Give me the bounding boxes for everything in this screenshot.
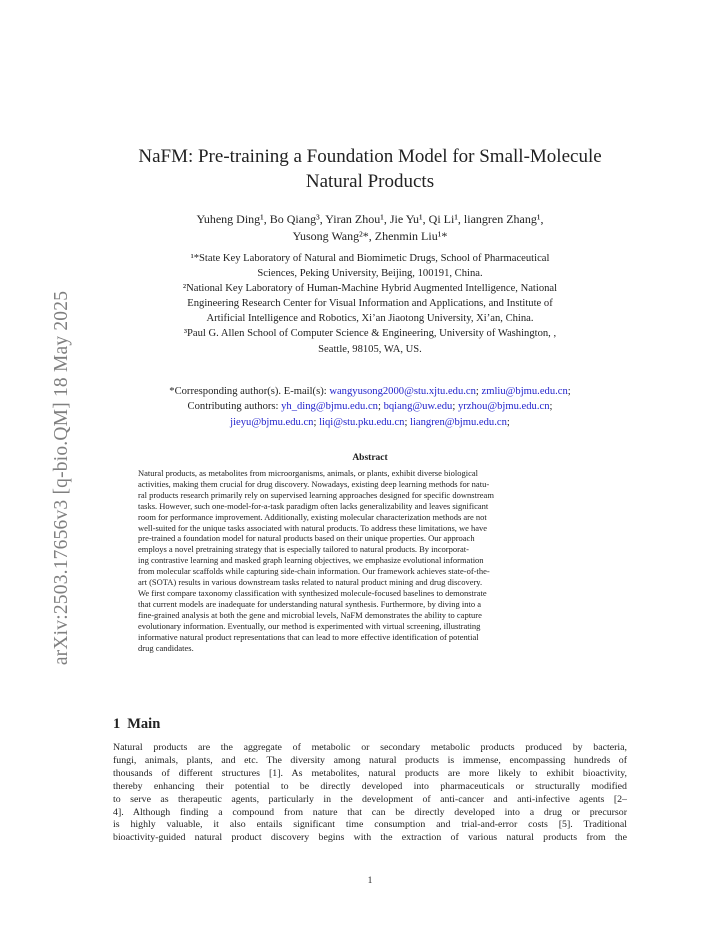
email-link[interactable]: zmliu@bjmu.edu.cn bbox=[481, 386, 568, 397]
abstract-line: that current models are inadequate for understanding natural synthesis. Furthermore, by diving into a bbox=[138, 598, 481, 609]
section-title: Main bbox=[127, 716, 161, 732]
abstract-line: evolutionary information. Eventually, our method is experimented with virtual screening, illustrating bbox=[138, 620, 481, 631]
abstract-line: ral products research primarily rely on supervised learning approaches designed for specific downstream bbox=[138, 489, 494, 500]
title-line-1: NaFM: Pre-training a Foundation Model for Small-Molecule bbox=[138, 146, 602, 167]
body-line: bioactivity-guided natural product discovery begins with the extraction of various natural products from the bbox=[113, 832, 627, 844]
affiliation-line: ¹*State Key Laboratory of Natural and Biomimetic Drugs, School of Pharmaceutical bbox=[190, 253, 550, 264]
abstract-heading: Abstract bbox=[352, 453, 388, 463]
section-heading bbox=[113, 716, 167, 733]
corresponding-label: *Corresponding author(s). E-mail(s): bbox=[169, 386, 330, 397]
arxiv-sidebar-stamp: arXiv:2503.17656v3 [q-bio.QM] 18 May 2025 bbox=[51, 290, 72, 666]
abstract-line: employs a novel pretraining strategy that is especially tailored to natural products. By incorporat- bbox=[138, 544, 469, 555]
authors-line-2: Yusong Wang²*, Zhenmin Liu¹* bbox=[292, 229, 448, 243]
affiliation-line: Engineering Research Center for Visual Information and Applications, and Institute of bbox=[187, 298, 553, 310]
abstract-line: informative natural product representations that can lead to more effective identification of potential bbox=[138, 631, 479, 642]
abstract-line: drug candidates. bbox=[138, 642, 194, 653]
abstract-line: fine-grained analysis at both the gene and microbial levels, NaFM demonstrates the ability to capture bbox=[138, 609, 482, 620]
affiliation-line: ³Paul G. Allen School of Computer Science & Engineering, University of Washington, , bbox=[183, 328, 557, 340]
body-line: to serve as therapeutic agents, particularly in the development of anti-cancer and anti-infective agents [2– bbox=[113, 793, 627, 805]
section-number: 1 bbox=[113, 716, 121, 732]
contributing-line: Contributing authors: yh_ding@bjmu.edu.cn; bqiang@uw.edu; yrzhou@bjmu.edu.cn; bbox=[187, 401, 553, 413]
body-line: thereby enhancing their potential to be directly developed into pharmaceuticals or structurally modified bbox=[113, 780, 627, 792]
email-link[interactable]: jieyu@bjmu.edu.cn bbox=[230, 416, 314, 428]
body-line: thousands of different structures [1]. As metabolites, natural products are more likely to exhibit bioactivity, bbox=[113, 767, 627, 779]
email-link[interactable]: yh_ding@bjmu.edu.cn bbox=[281, 401, 378, 413]
abstract-line: well-suited for the unique tasks associated with natural products. To address these limitations, we have bbox=[138, 522, 488, 533]
contributing-label: Contributing authors: bbox=[187, 401, 282, 413]
email-link[interactable]: liangren@bjmu.edu.cn bbox=[410, 416, 507, 428]
abstract-line: room for performance improvement. Additionally, existing molecular characterization methods are not bbox=[138, 511, 487, 522]
abstract-line: activities, making them crucial for drug discovery. Nowadays, existing deep learning methods for natu- bbox=[138, 478, 490, 489]
email-link[interactable]: wangyusong2000@stu.xjtu.edu.cn bbox=[329, 386, 476, 397]
author-list bbox=[110, 211, 630, 245]
title-line-2: Natural Products bbox=[305, 171, 435, 192]
affiliation-line: Seattle, 98105, WA, US. bbox=[318, 343, 422, 355]
abstract-line: tasks. However, such one-model-for-a-task paradigm often lacks generalizability and leaves significant bbox=[138, 500, 489, 511]
page-number: 1 bbox=[367, 876, 373, 886]
affiliation-line: Sciences, Peking University, Beijing, 100191, China. bbox=[257, 268, 483, 280]
authors-line-1: Yuheng Ding¹, Bo Qiang³, Yiran Zhou¹, Jie Yu¹, Qi Li¹, liangren Zhang¹, bbox=[196, 212, 544, 226]
email-link[interactable]: liqi@stu.pku.edu.cn bbox=[319, 416, 405, 428]
body-line: Natural products are the aggregate of metabolic or secondary metabolic products produced by bacteria, bbox=[113, 742, 627, 753]
abstract-line: ing contrastive learning and masked graph learning objectives, we emphasize evolutional information bbox=[138, 555, 484, 566]
body-line: fungi, animals, plants, and etc. The diversity among natural products is immense, encompassing hundreds of bbox=[113, 754, 627, 766]
abstract-line: from molecular scaffolds while capturing side-chain information. Our framework achieves state-of-the- bbox=[138, 566, 490, 577]
abstract-line: Natural products, as metabolites from microorganisms, animals, or plants, exhibit diverse biological bbox=[138, 468, 479, 478]
email-link[interactable]: yrzhou@bjmu.edu.cn bbox=[457, 401, 550, 413]
body-line: is highly valuable, it also entails significant time consumption and trial-and-error costs [5]. Traditional bbox=[113, 819, 627, 831]
abstract-body bbox=[138, 468, 600, 653]
abstract-line: We first compare taxonomy classification with synthesized molecule-focused baselines to demonstrate bbox=[138, 587, 487, 598]
contact-emails bbox=[100, 384, 640, 430]
affiliation-line: ²National Key Laboratory of Human-Machine Hybrid Augmented Intelligence, National bbox=[182, 283, 558, 295]
body-line: 4]. Although finding a compound from nature that can be directly developed into a drug or precursor bbox=[113, 806, 627, 818]
affiliation-line: Artificial Intelligence and Robotics, Xi’an Jiaotong University, Xi’an, China. bbox=[206, 313, 534, 325]
abstract-line: art (SOTA) results in various downstream tasks related to natural product mining and drug discovery. bbox=[138, 577, 483, 588]
abstract-line: pre-trained a foundation model for natural products based on their unique properties. Our approach bbox=[138, 533, 475, 544]
paper-title bbox=[110, 144, 630, 194]
main-text bbox=[113, 742, 627, 845]
corresponding-line: *Corresponding author(s). E-mail(s): wangyusong2000@stu.xjtu.edu.cn; zmliu@bjmu.edu.cn; bbox=[169, 386, 571, 397]
contributing-line-2: jieyu@bjmu.edu.cn; liqi@stu.pku.edu.cn; liangren@bjmu.edu.cn; bbox=[230, 416, 510, 428]
email-link[interactable]: bqiang@uw.edu bbox=[383, 401, 453, 413]
affiliations bbox=[115, 251, 625, 357]
